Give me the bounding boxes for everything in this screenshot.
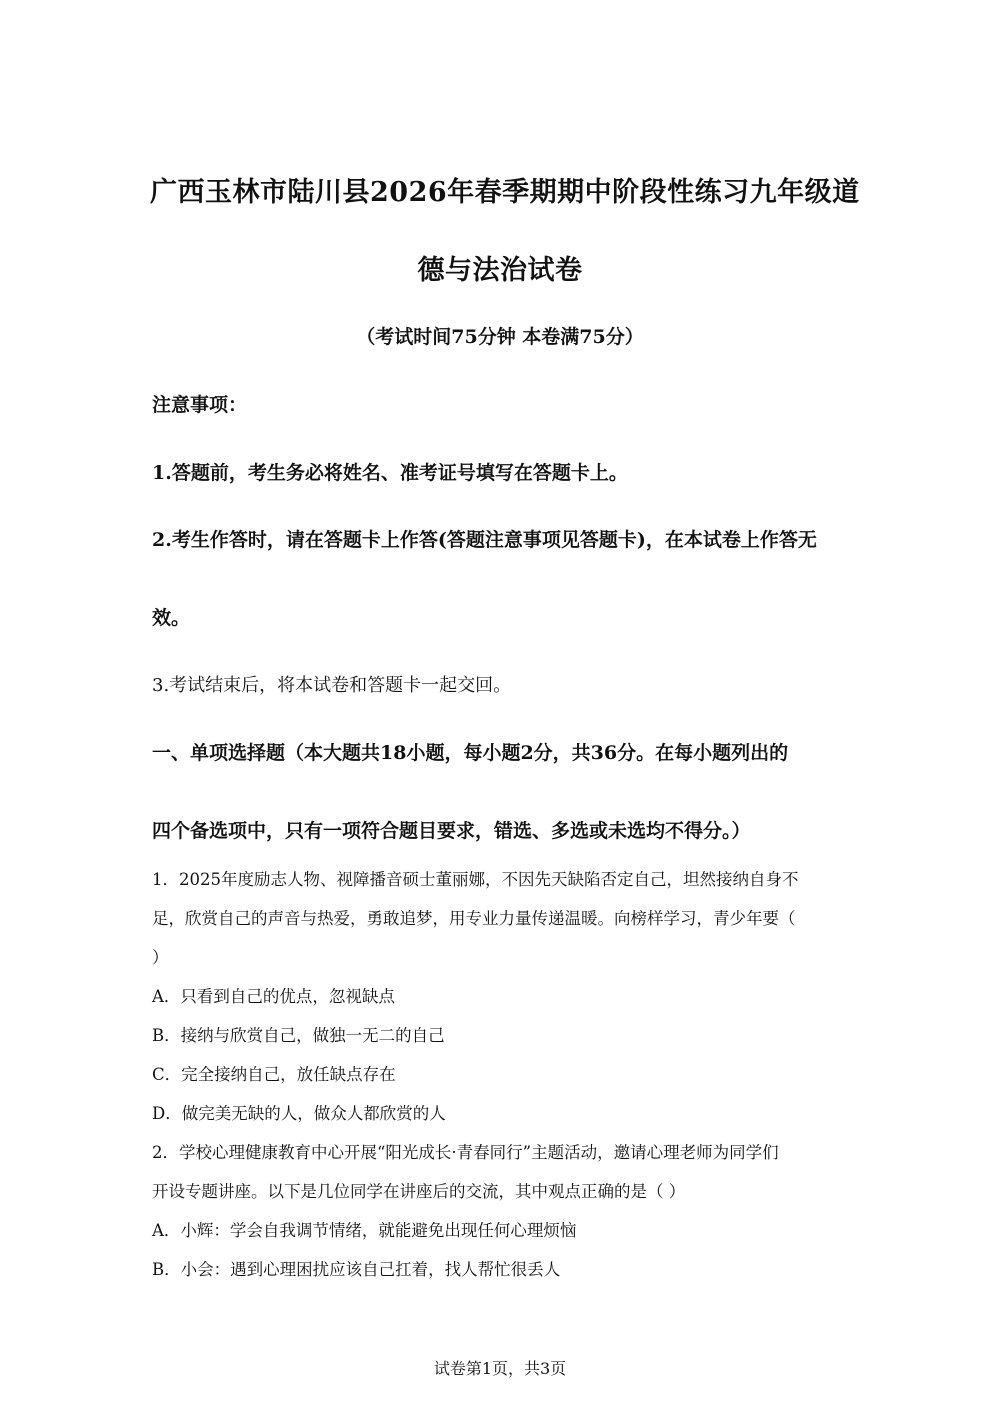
- question-2-option-b: B．小会：遇到心理困扰应该自己扛着，找人帮忙很丢人: [152, 1260, 561, 1279]
- question-2-option-a: A．小辉：学会自我调节情绪，就能避免出现任何心理烦恼: [152, 1221, 577, 1240]
- exam-subtitle: （考试时间75分钟 本卷满75分）: [356, 326, 644, 348]
- notice-item-3: 3.考试结束后，将本试卷和答题卡一起交回。: [152, 675, 512, 696]
- question-2-stem-line-1: 2．学校心理健康教育中心开展“阳光成长·青春同行”主题活动，邀请心理老师为同学们: [152, 1143, 779, 1162]
- question-1-option-d: D．做完美无缺的人，做众人都欣赏的人: [152, 1104, 446, 1123]
- question-1-stem-line-3: ）: [152, 948, 169, 967]
- notice-heading: 注意事项：: [152, 394, 248, 416]
- question-1-option-c: C．完全接纳自己，放任缺点存在: [152, 1065, 396, 1084]
- notice-item-2-line-1: 2.考生作答时，请在答题卡上作答(答题注意事项见答题卡)，在本试卷上作答无: [152, 529, 817, 551]
- notice-item-2-line-2: 效。: [152, 607, 191, 629]
- section-1-heading-line-2: 四个备选项中，只有一项符合题目要求，错选、多选或未选均不得分。）: [152, 820, 751, 842]
- question-1-stem-line-1: 1．2025年度励志人物、视障播音硕士董丽娜，不因先天缺陷否定自己，坦然接纳自身不: [152, 870, 799, 889]
- question-2-stem-line-2: 开设专题讲座。以下是几位同学在讲座后的交流，其中观点正确的是（ ）: [152, 1182, 686, 1201]
- question-1-stem-line-2: 足，欣赏自己的声音与热爱，勇敢追梦，用专业力量传递温暖。向榜样学习，青少年要（: [152, 909, 796, 928]
- page-footer: 试卷第1页，共3页: [433, 1359, 567, 1378]
- section-1-heading-line-1: 一、单项选择题（本大题共18小题，每小题2分，共36分。在每小题列出的: [152, 742, 789, 764]
- exam-title-line-1: 广西玉林市陆川县2026年春季期期中阶段性练习九年级道: [150, 177, 860, 208]
- notice-item-1: 1.答题前，考生务必将姓名、准考证号填写在答题卡上。: [152, 462, 628, 484]
- question-1-option-b: B．接纳与欣赏自己，做独一无二的自己: [152, 1026, 445, 1045]
- exam-title-line-2: 德与法治试卷: [417, 255, 583, 286]
- question-1-option-a: A．只看到自己的优点，忽视缺点: [152, 987, 395, 1006]
